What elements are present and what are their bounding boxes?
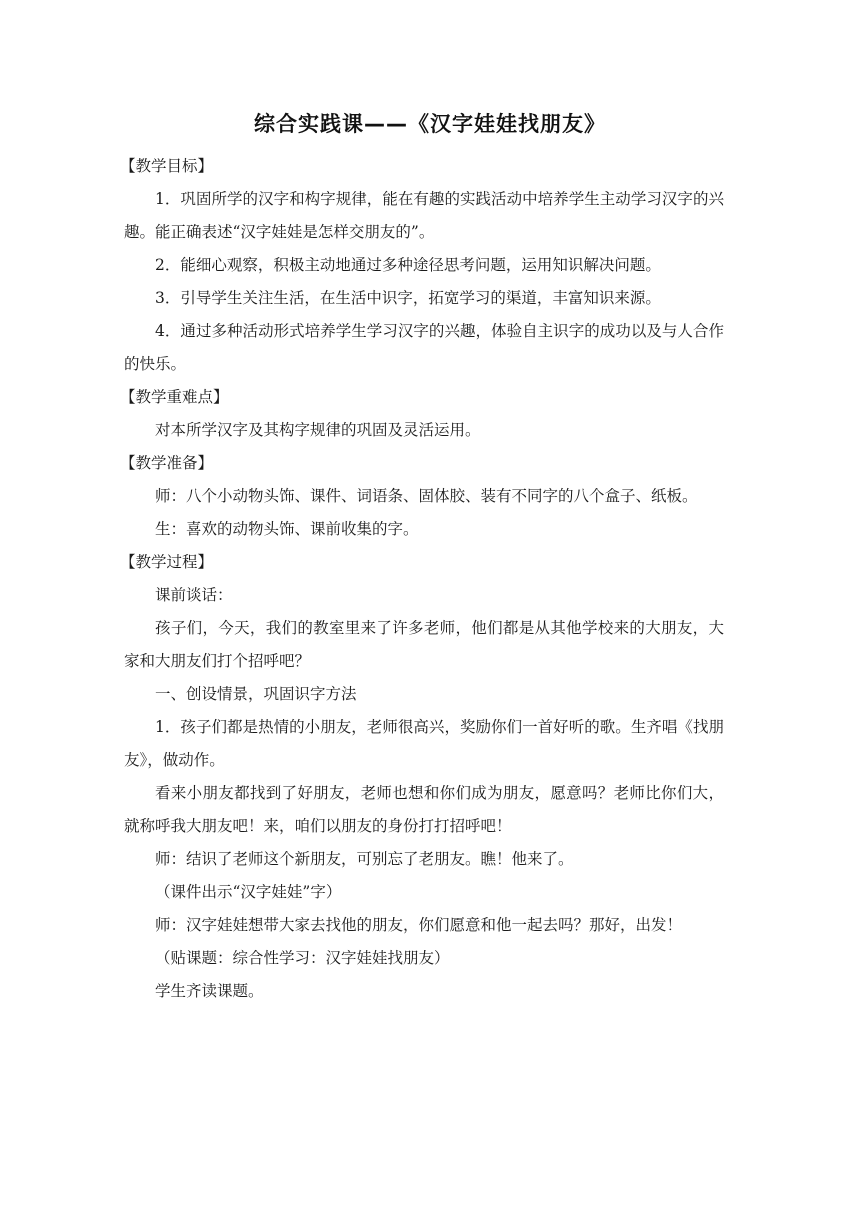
paragraph: 2．能细心观察，积极主动地通过多种途径思考问题，运用知识解决问题。 [155,256,661,274]
paragraph: 对本所学汉字及其构字规律的巩固及灵活运用。 [155,421,481,439]
paragraph: 3．引导学生关注生活，在生活中识字，拓宽学习的渠道，丰富知识来源。 [155,289,661,307]
paragraph: （贴课题：综合性学习：汉字娃娃找朋友） [155,949,450,967]
document-title: 综合实践课——《汉字娃娃找朋友》 [254,112,606,136]
paragraph: 1．巩固所学的汉字和构字规律，能在有趣的实践活动中培养学生主动学习汉字的兴趣。能正确表述“汉字娃娃是怎样交朋友的”。 [124,190,724,241]
paragraph: 一、创设情景，巩固识字方法 [155,685,357,703]
paragraph: 师：汉字娃娃想带大家去找他的朋友，你们愿意和他一起去吗？那好，出发！ [155,916,683,934]
paragraph: 1．孩子们都是热情的小朋友，老师很高兴，奖励你们一首好听的歌。生齐唱《找朋友》，做动作。 [124,718,724,769]
paragraph: 孩子们，今天，我们的教室里来了许多老师，他们都是从其他学校来的大朋友，大家和大朋友们打个招呼吧？ [124,619,724,670]
paragraph: 课前谈话： [155,586,233,604]
paragraph: 看来小朋友都找到了好朋友，老师也想和你们成为朋友，愿意吗？老师比你们大，就称呼我大朋友吧！来，咱们以朋友的身份打打招呼吧！ [124,784,724,835]
paragraph: 学生齐读课题。 [155,982,264,1000]
paragraph: 生：喜欢的动物头饰、课前收集的字。 [155,520,419,538]
section-heading: 【教学重难点】 [120,388,229,406]
document-body [120,150,724,1008]
paragraph: 师：八个小动物头饰、课件、词语条、固体胶、装有不同字的八个盒子、纸板。 [155,487,698,505]
section-heading: 【教学过程】 [120,553,214,571]
section-heading: 【教学准备】 [120,454,214,472]
paragraph: 师：结识了老师这个新朋友，可别忘了老朋友。瞧！他来了。 [155,850,574,868]
paragraph: 4．通过多种活动形式培养学生学习汉字的兴趣，体验自主识字的成功以及与人合作的快乐。 [124,322,724,373]
paragraph: （课件出示“汉字娃娃”字） [155,883,342,901]
section-heading: 【教学目标】 [120,157,214,175]
